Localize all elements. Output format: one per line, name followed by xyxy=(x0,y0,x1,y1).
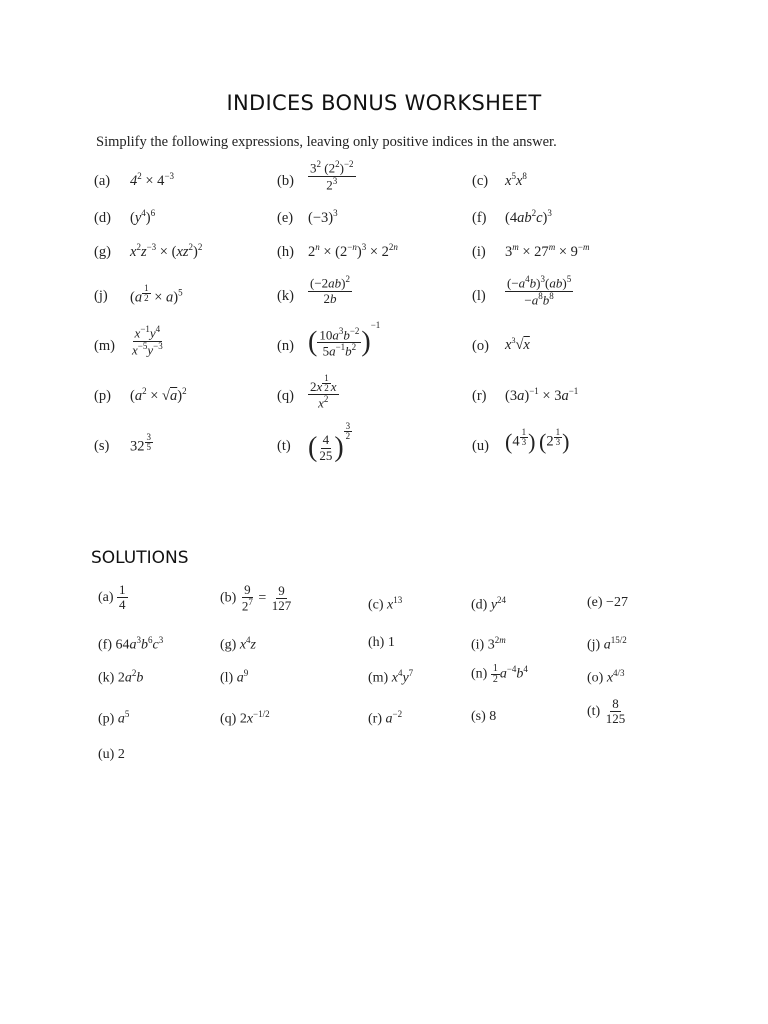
label-c: (c) xyxy=(472,173,489,189)
question-f: $(4ab^2c)^3$ xyxy=(505,208,552,226)
label-u: (u) xyxy=(472,438,489,454)
question-j: (a $^{\frac{1}{2}}$ × a)$^5$ xyxy=(130,283,183,306)
solution-d: (d) $y^{24}$ xyxy=(471,595,507,613)
label-l: (l) xyxy=(472,288,486,304)
worksheet-title: INDICES BONUS WORKSHEET xyxy=(226,91,542,115)
label-m: (m) xyxy=(94,338,115,354)
question-s: 32 $^{\frac{3}{5}}$ xyxy=(130,432,151,455)
solution-i: (i) $3^{2m}$ xyxy=(471,635,506,653)
solution-r: (r) $a^{-2}$ xyxy=(368,709,403,727)
question-l: $\frac{(-a^4b)^3(ab)^5}{-a^8b^8}$ xyxy=(507,274,572,307)
solution-g: (g) $x^4z$ xyxy=(220,635,256,653)
label-h: (h) xyxy=(277,244,294,260)
question-q: 2x $^{\frac{1}{2}}$ x $x^2$ xyxy=(310,373,337,411)
solution-u: (u) 2 xyxy=(98,747,125,762)
question-u: (4 $^{\frac{1}{3}}$ ) (2 $^{\frac{1}{3}}$ ) xyxy=(505,427,570,455)
label-j: (j) xyxy=(94,288,108,304)
label-n: (n) xyxy=(277,338,294,354)
label-o: (o) xyxy=(472,338,489,354)
solution-p: (p) $a^5$ xyxy=(98,709,130,727)
label-k: (k) xyxy=(277,288,294,304)
question-i: $3^m \times 27^m \times 9^{-m}$ xyxy=(505,242,590,260)
question-h: $2^n \times (2^{-n})^3 \times 2^{2n}$ xyxy=(308,242,398,260)
solution-n: (n) $\frac{1}{2}$ $a^{-4}b^4$ xyxy=(471,663,528,685)
label-f: (f) xyxy=(472,210,487,226)
label-q: (q) xyxy=(277,388,294,404)
question-d: $(y^4)^6$ xyxy=(130,208,156,226)
solution-l: (l) $a^9$ xyxy=(220,668,249,686)
label-s: (s) xyxy=(94,438,110,454)
solution-s: (s) 8 xyxy=(471,709,497,724)
question-e: $(-3)^3$ xyxy=(308,208,338,226)
label-e: (e) xyxy=(277,210,294,226)
solution-c: (c) $x^{13}$ xyxy=(368,595,403,613)
question-k: $\frac{(-2ab)^2}{2b}$ xyxy=(310,274,351,306)
question-m: $\frac{x^{-1}y^4}{x^{-5}y^{-3}}$ xyxy=(132,324,163,357)
solution-k: (k) $2a^2b$ xyxy=(98,668,144,686)
instructions: Simplify the following expressions, leaving only positive indices in the answer. xyxy=(96,134,557,150)
question-t: ( $\frac{4}{25}$ ) $^{\frac{3}{2}}$ xyxy=(308,421,351,464)
label-a: (a) xyxy=(94,173,111,189)
solution-o: (o) $x^{4/3}$ xyxy=(587,668,625,686)
label-d: (d) xyxy=(94,210,111,226)
label-i: (i) xyxy=(472,244,486,260)
solution-h: (h) 1 xyxy=(368,635,395,650)
label-r: (r) xyxy=(472,388,487,404)
question-a: $4^2 \times 4^{-3}$ xyxy=(130,171,175,189)
solution-a: (a) $\frac{1}{4}$ xyxy=(98,582,126,613)
solution-b: (b) $\frac{9}{2^7}$ = $\frac{9}{127}$ xyxy=(220,582,292,614)
solution-t: (t) $\frac{8}{125}$ xyxy=(587,696,626,727)
label-b: (b) xyxy=(277,173,294,189)
question-c: $x^5x^8$ xyxy=(505,171,527,189)
solution-m: (m) $x^4y^7$ xyxy=(368,668,414,686)
label-t: (t) xyxy=(277,438,291,454)
question-n: ( $\frac{10a^3b^{-2}}{5a^{-1}b^2}$ )$^{-1}$ xyxy=(308,320,381,359)
question-r: $(3a)^{-1} \times 3a^{-1}$ xyxy=(505,386,579,404)
solution-j: (j) $a^{15/2}$ xyxy=(587,635,627,653)
solution-e: (e) −27 xyxy=(587,595,628,610)
question-b: $\frac{3^2 (2^2)^{-2}}{2^3}$ xyxy=(310,159,354,192)
label-g: (g) xyxy=(94,244,111,260)
solution-q: (q) $2x^{-1/2}$ xyxy=(220,709,270,727)
solution-f: (f) $64a^3b^6c^3$ xyxy=(98,635,164,653)
question-p: $(a^2 \times √a)^2$ xyxy=(130,386,187,404)
label-p: (p) xyxy=(94,388,111,404)
solutions-heading: SOLUTIONS xyxy=(91,548,189,568)
question-g: $x^2z^{-3} \times (xz^2)^2$ xyxy=(130,242,203,260)
question-o: $x^3√x$ xyxy=(505,336,530,353)
